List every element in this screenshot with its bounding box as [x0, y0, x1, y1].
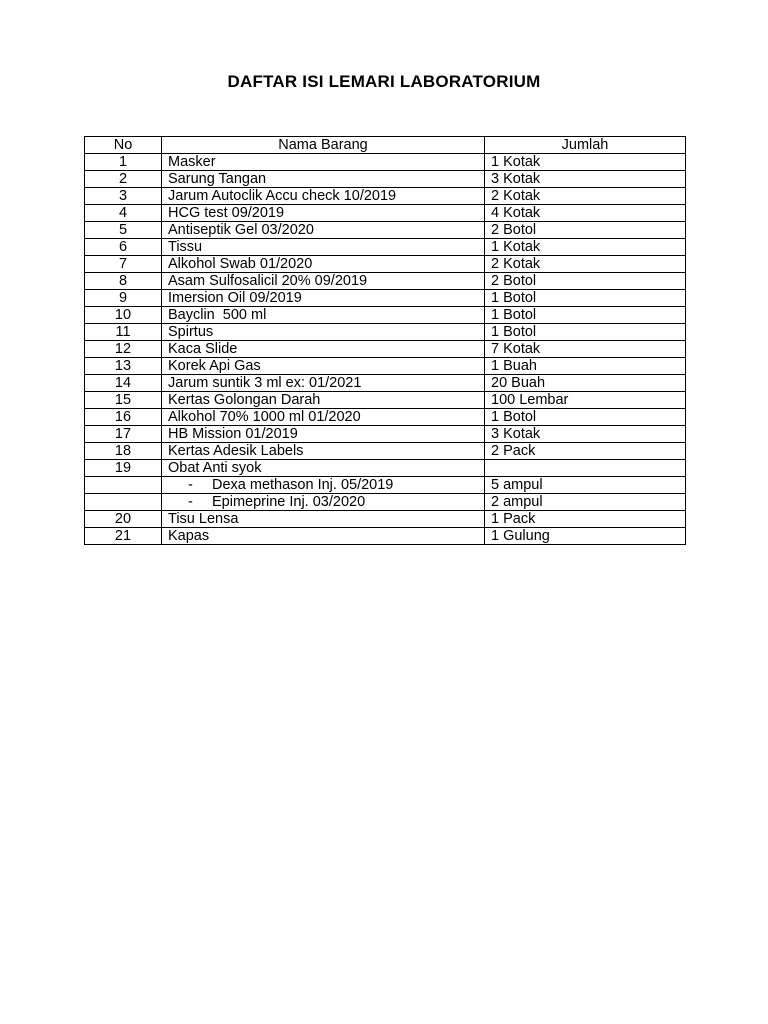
item-name: HCG test 09/2019: [162, 205, 485, 222]
dash-bullet: -: [188, 494, 193, 510]
row-number: [85, 494, 162, 511]
table-row: [85, 256, 686, 273]
item-name: Masker: [162, 154, 485, 171]
row-number: 11: [85, 324, 162, 341]
table-row: [85, 273, 686, 290]
item-name: Jarum Autoclik Accu check 10/2019: [162, 188, 485, 205]
row-number: 12: [85, 341, 162, 358]
row-number: 14: [85, 375, 162, 392]
table-row: [85, 290, 686, 307]
item-name: Antiseptik Gel 03/2020: [162, 222, 485, 239]
row-number: 18: [85, 443, 162, 460]
sub-item-label: Epimeprine Inj. 03/2020: [212, 494, 366, 510]
item-name: Imersion Oil 09/2019: [162, 290, 485, 307]
column-header-name: Nama Barang: [162, 137, 485, 154]
item-name: Alkohol Swab 01/2020: [162, 256, 485, 273]
row-number: 17: [85, 426, 162, 443]
table-row: [85, 154, 686, 171]
row-number: 21: [85, 528, 162, 545]
table-row: [85, 409, 686, 426]
row-number: 7: [85, 256, 162, 273]
row-number: 19: [85, 460, 162, 477]
item-quantity: 100 Lembar: [485, 392, 686, 409]
item-name: Spirtus: [162, 324, 485, 341]
row-number: 16: [85, 409, 162, 426]
table-row: [85, 477, 686, 494]
row-number: 5: [85, 222, 162, 239]
table-row: [85, 494, 686, 511]
sub-item-name: [162, 494, 485, 511]
item-name: Kaca Slide: [162, 341, 485, 358]
item-quantity: 2 Kotak: [485, 256, 686, 273]
item-name: Kertas Adesik Labels: [162, 443, 485, 460]
item-name: Kapas: [162, 528, 485, 545]
table-row: [85, 341, 686, 358]
item-quantity: 2 Botol: [485, 273, 686, 290]
row-number: 15: [85, 392, 162, 409]
row-number: [85, 477, 162, 494]
item-name: Bayclin 500 ml: [162, 307, 485, 324]
item-quantity: 2 Botol: [485, 222, 686, 239]
row-number: 6: [85, 239, 162, 256]
item-name: Sarung Tangan: [162, 171, 485, 188]
item-quantity: 2 Kotak: [485, 188, 686, 205]
item-name: Kertas Golongan Darah: [162, 392, 485, 409]
item-name: Jarum suntik 3 ml ex: 01/2021: [162, 375, 485, 392]
table-row: [85, 511, 686, 528]
table-row: [85, 375, 686, 392]
item-name: Alkohol 70% 1000 ml 01/2020: [162, 409, 485, 426]
item-name: Tissu: [162, 239, 485, 256]
item-name: HB Mission 01/2019: [162, 426, 485, 443]
dash-bullet: -: [188, 477, 193, 493]
item-quantity: 4 Kotak: [485, 205, 686, 222]
row-number: 20: [85, 511, 162, 528]
table-row: [85, 426, 686, 443]
inventory-table: [84, 136, 686, 545]
table-row: [85, 239, 686, 256]
item-quantity: 5 ampul: [485, 477, 686, 494]
item-quantity: 3 Kotak: [485, 171, 686, 188]
row-number: 3: [85, 188, 162, 205]
row-number: 4: [85, 205, 162, 222]
item-quantity: 3 Kotak: [485, 426, 686, 443]
row-number: 10: [85, 307, 162, 324]
item-quantity: 1 Botol: [485, 409, 686, 426]
item-quantity: 7 Kotak: [485, 341, 686, 358]
sub-item-label: Dexa methason Inj. 05/2019: [212, 477, 394, 493]
table-row: [85, 205, 686, 222]
table-row: [85, 222, 686, 239]
table-row: [85, 460, 686, 477]
column-header-no: No: [85, 137, 162, 154]
item-quantity: 1 Gulung: [485, 528, 686, 545]
item-quantity: 2 ampul: [485, 494, 686, 511]
item-quantity: 1 Kotak: [485, 154, 686, 171]
item-quantity: 1 Botol: [485, 307, 686, 324]
table-row: [85, 358, 686, 375]
row-number: 1: [85, 154, 162, 171]
table-header-row: [85, 137, 686, 154]
item-quantity: 1 Botol: [485, 324, 686, 341]
item-name: Obat Anti syok: [162, 460, 485, 477]
item-name: Asam Sulfosalicil 20% 09/2019: [162, 273, 485, 290]
table-row: [85, 307, 686, 324]
item-quantity: 1 Botol: [485, 290, 686, 307]
item-quantity: 1 Pack: [485, 511, 686, 528]
table-row: [85, 171, 686, 188]
row-number: 8: [85, 273, 162, 290]
table-row: [85, 324, 686, 341]
row-number: 13: [85, 358, 162, 375]
table-row: [85, 392, 686, 409]
sub-item-name: [162, 477, 485, 494]
page-title: DAFTAR ISI LEMARI LABORATORIUM: [227, 72, 541, 91]
table-row: [85, 188, 686, 205]
table-row: [85, 443, 686, 460]
table-row: [85, 528, 686, 545]
item-quantity: 2 Pack: [485, 443, 686, 460]
item-name: Korek Api Gas: [162, 358, 485, 375]
item-quantity: 20 Buah: [485, 375, 686, 392]
item-name: Tisu Lensa: [162, 511, 485, 528]
row-number: 2: [85, 171, 162, 188]
column-header-qty: Jumlah: [485, 137, 686, 154]
item-quantity: [485, 460, 686, 477]
item-quantity: 1 Buah: [485, 358, 686, 375]
row-number: 9: [85, 290, 162, 307]
item-quantity: 1 Kotak: [485, 239, 686, 256]
